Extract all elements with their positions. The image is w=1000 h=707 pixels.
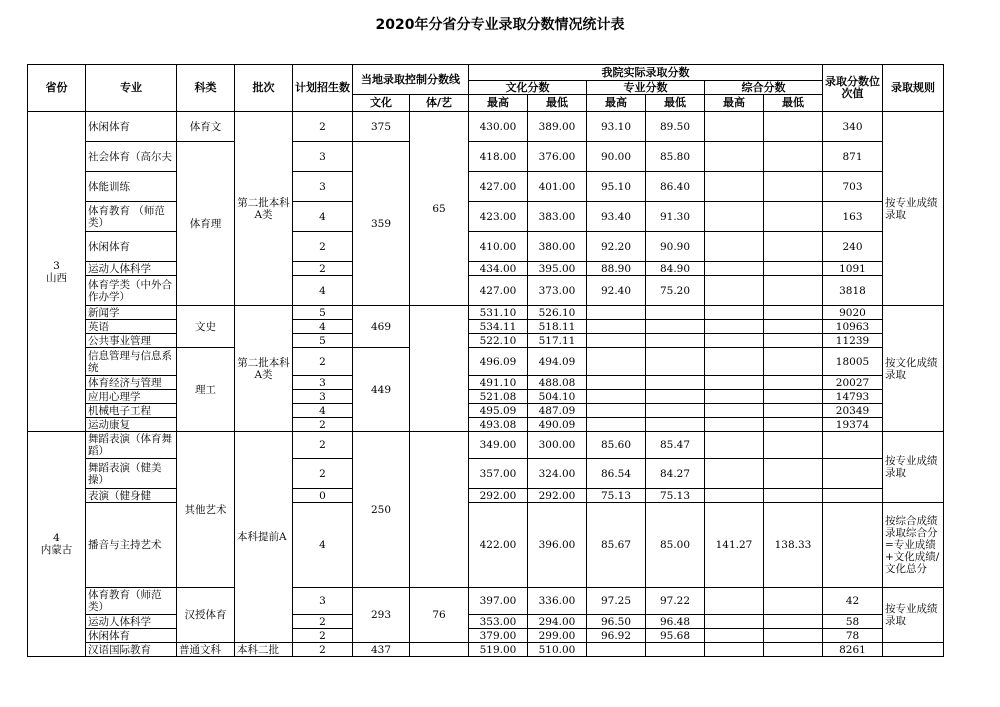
score-zmin-cell xyxy=(646,320,705,334)
score-wmin-cell: 300.00 xyxy=(528,432,587,459)
rule-cell xyxy=(883,643,944,657)
plan-cell: 3 xyxy=(293,172,353,202)
major-cell: 英语 xyxy=(86,320,177,334)
score-wmin-cell: 380.00 xyxy=(528,232,587,262)
table-row xyxy=(28,142,944,172)
score-wmax-cell: 357.00 xyxy=(469,459,528,489)
score-hmin-cell xyxy=(764,112,823,142)
plan-cell: 2 xyxy=(293,432,353,459)
score-zmax-cell: 93.10 xyxy=(587,112,646,142)
score-rank-cell: 14793 xyxy=(823,390,883,404)
score-hmin-cell xyxy=(764,459,823,489)
score-hmax-cell xyxy=(705,418,764,432)
major-cell: 休闲体育 xyxy=(86,232,177,262)
score-zmax-cell: 86.54 xyxy=(587,459,646,489)
table-row xyxy=(28,588,944,615)
score-zmax-cell: 85.60 xyxy=(587,432,646,459)
major-cell: 信息管理与信息系统 xyxy=(86,348,177,376)
local-line-wenhua-cell: 293 xyxy=(353,588,410,643)
score-hmin-cell xyxy=(764,202,823,232)
score-wmin-cell: 396.00 xyxy=(528,503,587,588)
major-cell: 运动康复 xyxy=(86,418,177,432)
local-line-wenhua-cell: 449 xyxy=(353,348,410,432)
score-zmax-cell xyxy=(587,320,646,334)
score-rank-cell: 18005 xyxy=(823,348,883,376)
table-row xyxy=(28,503,944,588)
plan-cell: 4 xyxy=(293,404,353,418)
score-wmax-cell: 495.09 xyxy=(469,404,528,418)
score-rank-cell: 20027 xyxy=(823,376,883,390)
score-rank-cell: 8261 xyxy=(823,643,883,657)
table-row xyxy=(28,172,944,202)
table-row xyxy=(28,489,944,503)
header-batch: 批次 xyxy=(235,65,293,112)
score-hmax-cell xyxy=(705,489,764,503)
score-hmin-cell: 138.33 xyxy=(764,503,823,588)
local-line-tiyi-cell xyxy=(410,643,469,657)
major-cell: 表演（健身健 xyxy=(86,489,177,503)
table-row xyxy=(28,348,944,376)
score-zmax-cell xyxy=(587,643,646,657)
score-wmin-cell: 510.00 xyxy=(528,643,587,657)
score-hmin-cell xyxy=(764,334,823,348)
score-hmax-cell xyxy=(705,334,764,348)
category-cell: 体育文 xyxy=(177,112,235,142)
score-hmax-cell xyxy=(705,306,764,320)
table-row xyxy=(28,334,944,348)
table-row xyxy=(28,112,944,142)
header-actual-score: 我院实际录取分数 xyxy=(469,65,823,81)
score-zmin-cell: 75.20 xyxy=(646,276,705,306)
score-hmax-cell xyxy=(705,320,764,334)
score-wmin-cell: 376.00 xyxy=(528,142,587,172)
plan-cell: 2 xyxy=(293,232,353,262)
major-cell: 应用心理学 xyxy=(86,390,177,404)
score-hmin-cell xyxy=(764,390,823,404)
major-cell: 休闲体育 xyxy=(86,112,177,142)
batch-cell: 本科提前A xyxy=(235,432,293,643)
score-hmin-cell xyxy=(764,142,823,172)
score-wmin-cell: 292.00 xyxy=(528,489,587,503)
table-row xyxy=(28,404,944,418)
score-wmax-cell: 496.09 xyxy=(469,348,528,376)
header-local-line: 当地录取控制分数线 xyxy=(353,65,469,95)
score-zmax-cell xyxy=(587,348,646,376)
plan-cell: 3 xyxy=(293,142,353,172)
header-zhuanye-min: 最低 xyxy=(646,95,705,112)
score-rank-cell xyxy=(823,503,883,588)
score-zmin-cell: 86.40 xyxy=(646,172,705,202)
score-wmax-cell: 427.00 xyxy=(469,276,528,306)
major-cell: 汉语国际教育 xyxy=(86,643,177,657)
score-zmin-cell: 95.68 xyxy=(646,629,705,643)
province-cell: 3 山西 xyxy=(28,112,86,432)
rule-cell: 按文化成绩录取 xyxy=(883,306,944,432)
table-row xyxy=(28,262,944,276)
score-wmax-cell: 397.00 xyxy=(469,588,528,615)
plan-cell: 0 xyxy=(293,489,353,503)
score-wmax-cell: 427.00 xyxy=(469,172,528,202)
header-zhuanye-score: 专业分数 xyxy=(587,81,705,95)
score-hmax-cell xyxy=(705,459,764,489)
plan-cell: 3 xyxy=(293,390,353,404)
score-hmin-cell xyxy=(764,643,823,657)
plan-cell: 3 xyxy=(293,588,353,615)
score-wmin-cell: 383.00 xyxy=(528,202,587,232)
score-zmin-cell xyxy=(646,418,705,432)
score-zmax-cell: 95.10 xyxy=(587,172,646,202)
major-cell: 社会体育（高尔夫 xyxy=(86,142,177,172)
local-line-tiyi-cell xyxy=(410,432,469,588)
score-wmax-cell: 522.10 xyxy=(469,334,528,348)
header-category: 科类 xyxy=(177,65,235,112)
score-wmax-cell: 349.00 xyxy=(469,432,528,459)
major-cell: 运动人体科学 xyxy=(86,262,177,276)
rule-cell: 按专业成绩录取 xyxy=(883,112,944,306)
score-zmax-cell xyxy=(587,390,646,404)
score-hmax-cell xyxy=(705,172,764,202)
score-rank-cell: 871 xyxy=(823,142,883,172)
table-row xyxy=(28,320,944,334)
score-zmax-cell: 92.40 xyxy=(587,276,646,306)
plan-cell: 2 xyxy=(293,348,353,376)
score-rank-cell: 340 xyxy=(823,112,883,142)
local-line-tiyi-cell: 65 xyxy=(410,112,469,306)
score-zmax-cell: 93.40 xyxy=(587,202,646,232)
plan-cell: 4 xyxy=(293,276,353,306)
score-zmin-cell: 75.13 xyxy=(646,489,705,503)
category-cell: 理工 xyxy=(177,348,235,432)
category-cell: 体育理 xyxy=(177,142,235,306)
table-row xyxy=(28,418,944,432)
major-cell: 体育学类（中外合作办学） xyxy=(86,276,177,306)
header-wenhua-score: 文化分数 xyxy=(469,81,587,95)
score-hmin-cell xyxy=(764,432,823,459)
score-hmax-cell xyxy=(705,390,764,404)
score-wmax-cell: 534.11 xyxy=(469,320,528,334)
score-rank-cell: 9020 xyxy=(823,306,883,320)
score-rank-cell: 11239 xyxy=(823,334,883,348)
score-wmin-cell: 490.09 xyxy=(528,418,587,432)
score-zmax-cell: 85.67 xyxy=(587,503,646,588)
batch-cell: 第二批本科A类 xyxy=(235,306,293,432)
score-hmax-cell xyxy=(705,376,764,390)
score-zmin-cell: 97.22 xyxy=(646,588,705,615)
score-wmax-cell: 521.08 xyxy=(469,390,528,404)
plan-cell: 2 xyxy=(293,112,353,142)
score-zmin-cell: 85.80 xyxy=(646,142,705,172)
plan-cell: 2 xyxy=(293,418,353,432)
score-hmin-cell xyxy=(764,588,823,615)
score-hmin-cell xyxy=(764,172,823,202)
major-cell: 公共事业管理 xyxy=(86,334,177,348)
score-wmax-cell: 353.00 xyxy=(469,615,528,629)
score-wmin-cell: 336.00 xyxy=(528,588,587,615)
plan-cell: 3 xyxy=(293,376,353,390)
score-rank-cell: 19374 xyxy=(823,418,883,432)
batch-cell: 第二批本科A类 xyxy=(235,112,293,306)
score-hmax-cell xyxy=(705,232,764,262)
score-zmin-cell: 90.90 xyxy=(646,232,705,262)
score-hmin-cell xyxy=(764,348,823,376)
score-hmin-cell xyxy=(764,320,823,334)
header-province: 省份 xyxy=(28,65,86,112)
local-line-wenhua-cell: 359 xyxy=(353,142,410,306)
header-wenhua-max: 最高 xyxy=(469,95,528,112)
score-hmax-cell xyxy=(705,629,764,643)
score-zmax-cell: 92.20 xyxy=(587,232,646,262)
score-hmax-cell xyxy=(705,276,764,306)
score-zmax-cell: 96.50 xyxy=(587,615,646,629)
score-wmin-cell: 324.00 xyxy=(528,459,587,489)
score-rank-cell: 703 xyxy=(823,172,883,202)
score-zmin-cell: 85.47 xyxy=(646,432,705,459)
score-rank-cell xyxy=(823,489,883,503)
score-wmax-cell: 519.00 xyxy=(469,643,528,657)
score-hmax-cell xyxy=(705,588,764,615)
score-wmin-cell: 517.11 xyxy=(528,334,587,348)
score-wmax-cell: 493.08 xyxy=(469,418,528,432)
score-zmax-cell: 88.90 xyxy=(587,262,646,276)
province-cell: 4 内蒙古 xyxy=(28,432,86,657)
score-wmin-cell: 488.08 xyxy=(528,376,587,390)
score-rank-cell: 10963 xyxy=(823,320,883,334)
header-zonghe-max: 最高 xyxy=(705,95,764,112)
header-wenhua: 文化 xyxy=(353,95,410,112)
table-row xyxy=(28,202,944,232)
score-rank-cell: 78 xyxy=(823,629,883,643)
score-zmin-cell xyxy=(646,306,705,320)
score-wmax-cell: 531.10 xyxy=(469,306,528,320)
score-hmax-cell xyxy=(705,348,764,376)
score-hmin-cell xyxy=(764,418,823,432)
score-zmax-cell: 97.25 xyxy=(587,588,646,615)
major-cell: 机械电子工程 xyxy=(86,404,177,418)
score-wmin-cell: 373.00 xyxy=(528,276,587,306)
category-cell: 普通文科 xyxy=(177,643,235,657)
local-line-wenhua-cell: 437 xyxy=(353,643,410,657)
table-row xyxy=(28,432,944,459)
plan-cell: 5 xyxy=(293,334,353,348)
score-zmin-cell xyxy=(646,376,705,390)
score-hmax-cell xyxy=(705,615,764,629)
score-zmax-cell: 96.92 xyxy=(587,629,646,643)
score-hmax-cell xyxy=(705,643,764,657)
score-hmax-cell xyxy=(705,404,764,418)
batch-cell: 本科二批 xyxy=(235,643,293,657)
table-row xyxy=(28,643,944,657)
plan-cell: 4 xyxy=(293,202,353,232)
score-hmax-cell: 141.27 xyxy=(705,503,764,588)
score-wmax-cell: 410.00 xyxy=(469,232,528,262)
header-major: 专业 xyxy=(86,65,177,112)
score-wmax-cell: 418.00 xyxy=(469,142,528,172)
score-hmin-cell xyxy=(764,276,823,306)
score-hmax-cell xyxy=(705,112,764,142)
plan-cell: 4 xyxy=(293,320,353,334)
score-zmax-cell xyxy=(587,418,646,432)
major-cell: 体育教育（师范类） xyxy=(86,588,177,615)
rule-cell: 按专业成绩录取 xyxy=(883,588,944,643)
category-cell: 其他艺术 xyxy=(177,432,235,588)
score-wmin-cell: 395.00 xyxy=(528,262,587,276)
score-wmin-cell: 299.00 xyxy=(528,629,587,643)
score-zmin-cell xyxy=(646,643,705,657)
score-wmin-cell: 504.10 xyxy=(528,390,587,404)
score-wmax-cell: 292.00 xyxy=(469,489,528,503)
score-wmin-cell: 526.10 xyxy=(528,306,587,320)
score-zmin-cell: 89.50 xyxy=(646,112,705,142)
major-cell: 舞蹈表演（健美操） xyxy=(86,459,177,489)
major-cell: 舞蹈表演（体育舞蹈） xyxy=(86,432,177,459)
score-wmax-cell: 430.00 xyxy=(469,112,528,142)
header-plan: 计划招生数 xyxy=(293,65,353,112)
score-wmax-cell: 422.00 xyxy=(469,503,528,588)
score-rank-cell: 58 xyxy=(823,615,883,629)
major-cell: 体能训练 xyxy=(86,172,177,202)
score-zmin-cell xyxy=(646,390,705,404)
page-title: 2020年分省分专业录取分数情况统计表 xyxy=(375,17,625,33)
score-zmin-cell: 84.90 xyxy=(646,262,705,276)
table-row xyxy=(28,232,944,262)
admission-score-table xyxy=(27,64,944,657)
plan-cell: 5 xyxy=(293,306,353,320)
score-wmin-cell: 294.00 xyxy=(528,615,587,629)
score-zmax-cell xyxy=(587,404,646,418)
score-hmax-cell xyxy=(705,262,764,276)
score-rank-cell xyxy=(823,432,883,459)
table-row xyxy=(28,615,944,629)
score-rank-cell: 163 xyxy=(823,202,883,232)
score-hmin-cell xyxy=(764,629,823,643)
score-zmax-cell xyxy=(587,334,646,348)
score-zmin-cell xyxy=(646,348,705,376)
local-line-wenhua-cell: 250 xyxy=(353,432,410,588)
score-hmin-cell xyxy=(764,615,823,629)
score-rank-cell xyxy=(823,459,883,489)
plan-cell: 4 xyxy=(293,503,353,588)
score-hmin-cell xyxy=(764,306,823,320)
major-cell: 新闻学 xyxy=(86,306,177,320)
table-row xyxy=(28,276,944,306)
major-cell: 运动人体科学 xyxy=(86,615,177,629)
table-row xyxy=(28,629,944,643)
score-wmin-cell: 389.00 xyxy=(528,112,587,142)
plan-cell: 2 xyxy=(293,615,353,629)
score-zmax-cell: 75.13 xyxy=(587,489,646,503)
score-zmin-cell: 85.00 xyxy=(646,503,705,588)
header-rank: 录取分数位次值 xyxy=(823,65,883,112)
header-tiyi: 体/艺 xyxy=(410,95,469,112)
score-zmin-cell: 96.48 xyxy=(646,615,705,629)
category-cell: 汉授体育 xyxy=(177,588,235,643)
score-wmin-cell: 487.09 xyxy=(528,404,587,418)
header-zhuanye-max: 最高 xyxy=(587,95,646,112)
table-row xyxy=(28,376,944,390)
major-cell: 体育经济与管理 xyxy=(86,376,177,390)
score-wmin-cell: 494.09 xyxy=(528,348,587,376)
header-zonghe-min: 最低 xyxy=(764,95,823,112)
score-rank-cell: 1091 xyxy=(823,262,883,276)
major-cell: 休闲体育 xyxy=(86,629,177,643)
table-row xyxy=(28,306,944,320)
local-line-wenhua-cell: 469 xyxy=(353,306,410,348)
score-hmin-cell xyxy=(764,404,823,418)
score-hmax-cell xyxy=(705,432,764,459)
score-hmin-cell xyxy=(764,489,823,503)
score-zmin-cell xyxy=(646,334,705,348)
score-rank-cell: 42 xyxy=(823,588,883,615)
plan-cell: 2 xyxy=(293,629,353,643)
score-zmin-cell: 84.27 xyxy=(646,459,705,489)
score-zmax-cell: 90.00 xyxy=(587,142,646,172)
score-hmin-cell xyxy=(764,376,823,390)
score-hmax-cell xyxy=(705,202,764,232)
plan-cell: 2 xyxy=(293,262,353,276)
score-wmax-cell: 379.00 xyxy=(469,629,528,643)
table-row xyxy=(28,459,944,489)
local-line-tiyi-cell: 76 xyxy=(410,588,469,643)
plan-cell: 2 xyxy=(293,643,353,657)
score-wmin-cell: 401.00 xyxy=(528,172,587,202)
score-wmax-cell: 434.00 xyxy=(469,262,528,276)
score-rank-cell: 3818 xyxy=(823,276,883,306)
score-wmax-cell: 491.10 xyxy=(469,376,528,390)
plan-cell: 2 xyxy=(293,459,353,489)
local-line-wenhua-cell: 375 xyxy=(353,112,410,142)
score-rank-cell: 240 xyxy=(823,232,883,262)
score-wmin-cell: 518.11 xyxy=(528,320,587,334)
rule-cell: 按综合成绩录取综合分=专业成绩+文化成绩/文化总分 xyxy=(883,503,944,588)
local-line-tiyi-cell xyxy=(410,306,469,432)
major-cell: 体育教育 （师范类） xyxy=(86,202,177,232)
score-zmax-cell xyxy=(587,306,646,320)
header-wenhua-min: 最低 xyxy=(528,95,587,112)
score-zmin-cell xyxy=(646,404,705,418)
score-wmax-cell: 423.00 xyxy=(469,202,528,232)
table-row xyxy=(28,390,944,404)
score-hmax-cell xyxy=(705,142,764,172)
header-zonghe-score: 综合分数 xyxy=(705,81,823,95)
score-hmin-cell xyxy=(764,232,823,262)
score-hmin-cell xyxy=(764,262,823,276)
header-rule: 录取规则 xyxy=(883,65,944,112)
major-cell: 播音与主持艺术 xyxy=(86,503,177,588)
score-rank-cell: 20349 xyxy=(823,404,883,418)
rule-cell: 按专业成绩录取 xyxy=(883,432,944,503)
category-cell: 文史 xyxy=(177,306,235,348)
score-zmin-cell: 91.30 xyxy=(646,202,705,232)
score-zmax-cell xyxy=(587,376,646,390)
